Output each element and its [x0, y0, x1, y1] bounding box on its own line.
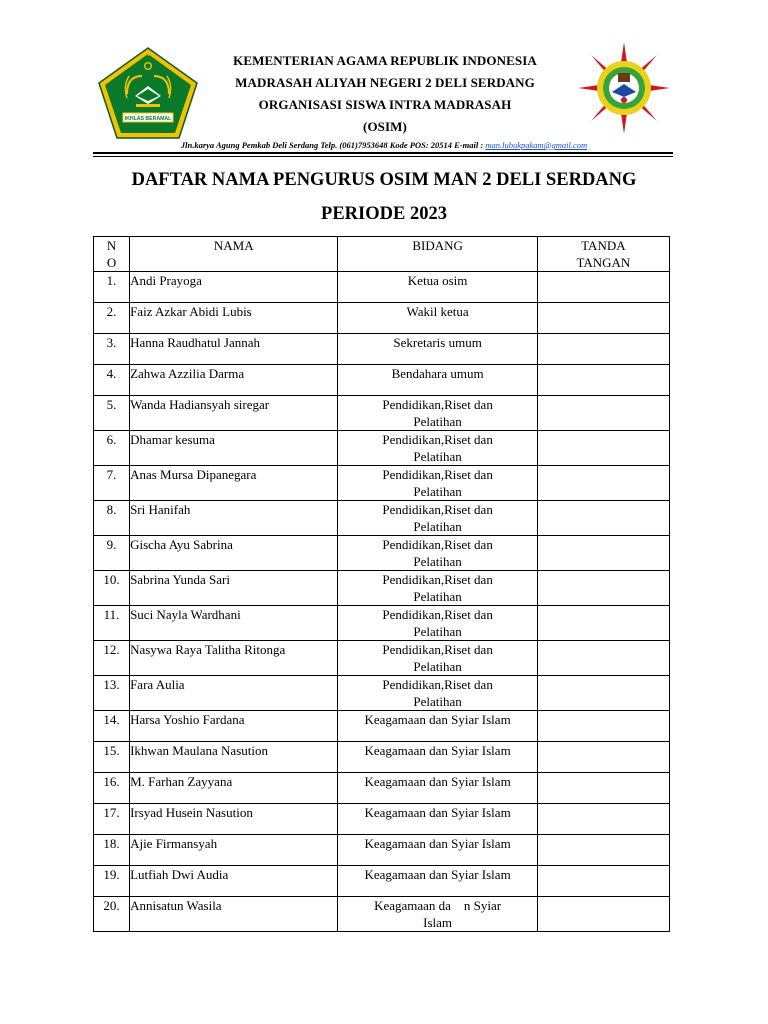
table-row: [94, 676, 670, 711]
member-name: Gischa Ayu Sabrina: [130, 536, 338, 571]
member-name: Harsa Yoshio Fardana: [130, 711, 338, 742]
member-division: [338, 835, 537, 866]
member-name: Sri Hanifah: [130, 501, 338, 536]
row-number: 19.: [94, 866, 130, 897]
division-line: Ketua osim: [407, 273, 468, 288]
division-line: Pendidikan,Riset dan: [382, 572, 493, 587]
division-line: Islam: [423, 915, 453, 930]
member-division: [338, 431, 537, 466]
table-row: [94, 431, 670, 466]
roster-table: [93, 236, 670, 932]
member-division: [338, 641, 537, 676]
signature-cell[interactable]: [537, 501, 669, 536]
email-link[interactable]: man.lubukpakam@gmail.com: [485, 140, 588, 150]
table-row: [94, 466, 670, 501]
division-line: Keagamaan dan Syiar Islam: [364, 743, 511, 758]
row-number: 11.: [94, 606, 130, 641]
division-line: Pendidikan,Riset dan: [382, 607, 493, 622]
member-name: Dhamar kesuma: [130, 431, 338, 466]
division-line: Pendidikan,Riset dan: [382, 677, 493, 692]
member-name: Wanda Hadiansyah siregar: [130, 396, 338, 431]
table-row: [94, 272, 670, 303]
table-row: [94, 334, 670, 365]
signature-cell[interactable]: [537, 536, 669, 571]
division-line: Pelatihan: [413, 624, 462, 639]
member-name: Faiz Azkar Abidi Lubis: [130, 303, 338, 334]
member-division: [338, 272, 537, 303]
member-name: Suci Nayla Wardhani: [130, 606, 338, 641]
member-name: Ikhwan Maulana Nasution: [130, 742, 338, 773]
division-line: Pelatihan: [413, 414, 462, 429]
member-division: [338, 742, 537, 773]
org-line-organization: ORGANISASI SISWA INTRA MADRASAH: [258, 97, 512, 112]
signature-cell[interactable]: [537, 866, 669, 897]
division-line: Bendahara umum: [391, 366, 484, 381]
header-signature-line1: TANDA: [581, 238, 626, 253]
member-division: [338, 571, 537, 606]
division-line: Pelatihan: [413, 449, 462, 464]
signature-cell[interactable]: [537, 773, 669, 804]
row-number: 16.: [94, 773, 130, 804]
kemenag-logo-motto: IKHLAS BERAMAL: [124, 116, 172, 122]
header-bidang: BIDANG: [338, 237, 537, 272]
member-division: [338, 676, 537, 711]
header-signature-line2: TANGAN: [576, 255, 631, 270]
member-division: [338, 303, 537, 334]
table-row: [94, 835, 670, 866]
table-row: [94, 571, 670, 606]
kemenag-logo: [97, 46, 199, 140]
member-division: [338, 365, 537, 396]
division-line: Pendidikan,Riset dan: [382, 432, 493, 447]
member-name: Irsyad Husein Nasution: [130, 804, 338, 835]
header-name: NAMA: [130, 237, 338, 272]
member-name: Zahwa Azzilia Darma: [130, 365, 338, 396]
row-number: 3.: [94, 334, 130, 365]
row-number: 20.: [94, 897, 130, 932]
division-line: Pelatihan: [413, 589, 462, 604]
member-division: [338, 466, 537, 501]
signature-cell[interactable]: [537, 303, 669, 334]
row-number: 18.: [94, 835, 130, 866]
org-line-school: MADRASAH ALIYAH NEGERI 2 DELI SERDANG: [235, 75, 535, 90]
member-division: [338, 897, 537, 932]
table-row: [94, 742, 670, 773]
signature-cell[interactable]: [537, 641, 669, 676]
member-name: Sabrina Yunda Sari: [130, 571, 338, 606]
member-division: [338, 606, 537, 641]
member-name: Lutfiah Dwi Audia: [130, 866, 338, 897]
table-row: [94, 396, 670, 431]
member-name: Fara Aulia: [130, 676, 338, 711]
division-line: Keagamaan dan Syiar Islam: [364, 805, 511, 820]
member-division: [338, 536, 537, 571]
member-division: [338, 866, 537, 897]
address-text: Jln.karya Agung Pemkab Deli Serdang Telp. (061)7953648 Kode POS: 20514 E-mail :: [180, 140, 484, 150]
table-row: [94, 711, 670, 742]
row-number: 2.: [94, 303, 130, 334]
member-name: Anas Mursa Dipanegara: [130, 466, 338, 501]
table-row: [94, 536, 670, 571]
table-row: [94, 365, 670, 396]
division-line: Pendidikan,Riset dan: [382, 397, 493, 412]
row-number: 9.: [94, 536, 130, 571]
org-line-ministry: KEMENTERIAN AGAMA REPUBLIK INDONESIA: [233, 53, 537, 68]
header-no: [94, 237, 130, 272]
row-number: 8.: [94, 501, 130, 536]
row-number: 14.: [94, 711, 130, 742]
division-line: Keagamaan dan Syiar Islam: [364, 712, 511, 727]
document-period: PERIODE 2023: [321, 204, 447, 224]
signature-cell[interactable]: [537, 676, 669, 711]
signature-cell[interactable]: [537, 365, 669, 396]
signature-cell[interactable]: [537, 571, 669, 606]
address-line: [0, 140, 768, 150]
signature-cell[interactable]: [537, 897, 669, 932]
row-number: 13.: [94, 676, 130, 711]
signature-cell[interactable]: [537, 804, 669, 835]
roster-body: [94, 272, 670, 932]
division-line: Pelatihan: [413, 554, 462, 569]
member-name: M. Farhan Zayyana: [130, 773, 338, 804]
table-row: [94, 804, 670, 835]
division-line: Sekretaris umum: [393, 335, 482, 350]
table-row: [94, 303, 670, 334]
member-name: Hanna Raudhatul Jannah: [130, 334, 338, 365]
document-title: DAFTAR NAMA PENGURUS OSIM MAN 2 DELI SERDANG: [131, 170, 637, 190]
signature-cell[interactable]: [537, 742, 669, 773]
member-name: Ajie Firmansyah: [130, 835, 338, 866]
signature-cell[interactable]: [537, 334, 669, 365]
row-number: 12.: [94, 641, 130, 676]
signature-cell[interactable]: [537, 835, 669, 866]
letterhead: [0, 0, 768, 160]
member-name: Nasywa Raya Talitha Ritonga: [130, 641, 338, 676]
table-header-row: [94, 237, 670, 272]
row-number: 7.: [94, 466, 130, 501]
member-name: Andi Prayoga: [130, 272, 338, 303]
division-line: Pendidikan,Riset dan: [382, 502, 493, 517]
division-line: Pelatihan: [413, 519, 462, 534]
row-number: 6.: [94, 431, 130, 466]
signature-cell[interactable]: [537, 466, 669, 501]
division-line: Pelatihan: [413, 659, 462, 674]
member-division: [338, 804, 537, 835]
division-line: Keagamaan da n Syiar: [374, 898, 502, 913]
division-line: Keagamaan dan Syiar Islam: [364, 836, 511, 851]
member-division: [338, 396, 537, 431]
division-line: Pelatihan: [413, 694, 462, 709]
division-line: Pendidikan,Riset dan: [382, 537, 493, 552]
row-number: 10.: [94, 571, 130, 606]
row-number: 5.: [94, 396, 130, 431]
row-number: 17.: [94, 804, 130, 835]
table-row: [94, 897, 670, 932]
table-row: [94, 641, 670, 676]
header-rule-thick: [93, 152, 673, 154]
member-division: [338, 711, 537, 742]
signature-cell[interactable]: [537, 711, 669, 742]
row-number: 1.: [94, 272, 130, 303]
member-name: Annisatun Wasila: [130, 897, 338, 932]
header-no-line1: N: [106, 238, 117, 253]
row-number: 15.: [94, 742, 130, 773]
division-line: Keagamaan dan Syiar Islam: [364, 867, 511, 882]
table-row: [94, 606, 670, 641]
table-row: [94, 773, 670, 804]
signature-cell[interactable]: [537, 396, 669, 431]
row-number: 4.: [94, 365, 130, 396]
division-line: Pelatihan: [413, 484, 462, 499]
org-line-abbrev: (OSIM): [363, 119, 407, 134]
member-division: [338, 501, 537, 536]
signature-cell[interactable]: [537, 272, 669, 303]
table-row: [94, 501, 670, 536]
osim-logo: [578, 42, 670, 134]
member-division: [338, 334, 537, 365]
division-line: Wakil ketua: [406, 304, 469, 319]
member-division: [338, 773, 537, 804]
header-rule-thin: [93, 156, 673, 157]
division-line: Pendidikan,Riset dan: [382, 467, 493, 482]
header-no-line2: O: [106, 255, 117, 270]
division-line: Pendidikan,Riset dan: [382, 642, 493, 657]
header-signature: [537, 237, 669, 272]
signature-cell[interactable]: [537, 431, 669, 466]
table-row: [94, 866, 670, 897]
org-header: [200, 50, 570, 138]
division-line: Keagamaan dan Syiar Islam: [364, 774, 511, 789]
signature-cell[interactable]: [537, 606, 669, 641]
